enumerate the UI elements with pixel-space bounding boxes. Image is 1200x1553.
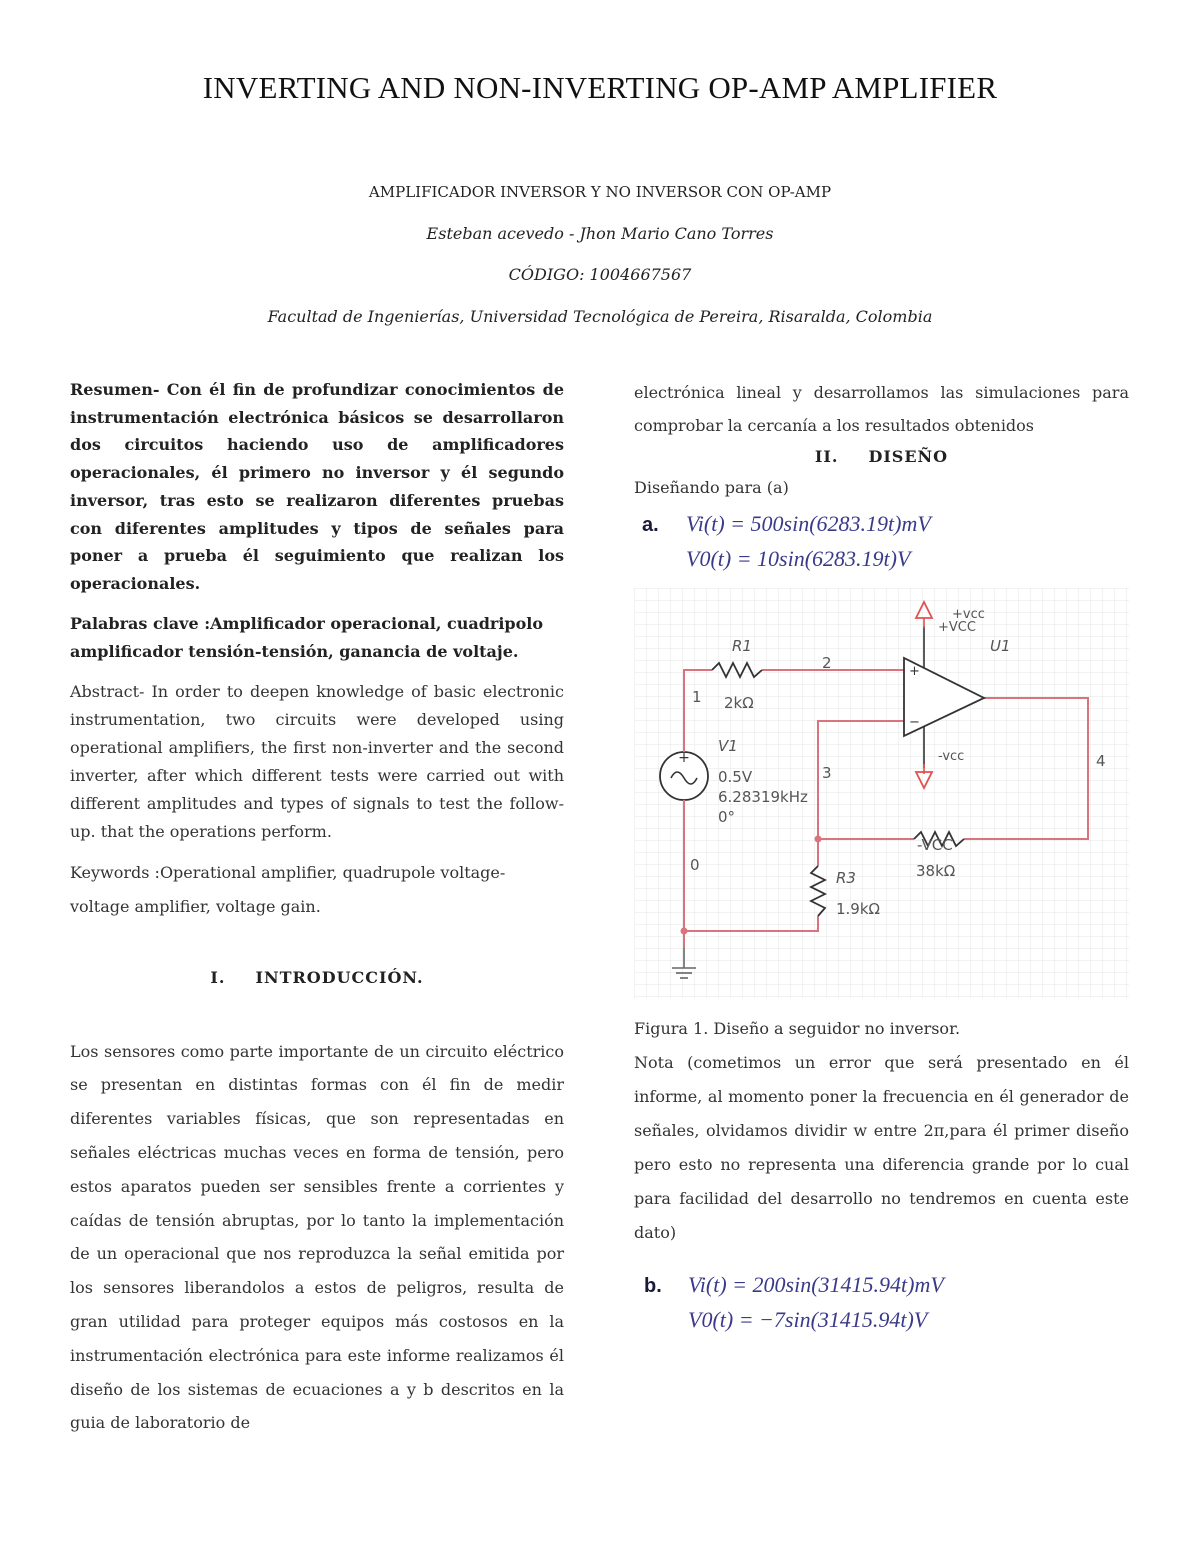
v1-name: V1	[718, 737, 738, 755]
junction-dot	[815, 836, 822, 843]
v1-frequency: 6.28319kHz	[718, 788, 808, 806]
svg-text:+: +	[678, 750, 690, 766]
section-heading-diseno	[634, 447, 1129, 466]
circuit-figure	[634, 588, 1129, 998]
paper-title: INVERTING AND NON-INVERTING OP-AMP AMPLIFIER	[202, 70, 998, 105]
opamp-minus: −	[909, 715, 920, 730]
affiliation: Facultad de Ingenierías, Universidad Tecnológica de Pereira, Risaralda, Colombia	[267, 307, 933, 326]
equation-line: V0(t) = 10sin(6283.19t)V	[686, 546, 911, 571]
continuation-paragraph: electrónica lineal y desarrollamos las simulaciones para comprobar la cercanía a los resultados obtenidos	[634, 383, 1129, 435]
r3-value: 1.9kΩ	[836, 900, 881, 918]
grid-background	[634, 588, 1129, 998]
equation-a	[642, 507, 1129, 576]
node-2: 2	[822, 654, 832, 672]
paper-subtitle: AMPLIFICADOR INVERSOR Y NO INVERSOR CON OP-AMP	[368, 183, 832, 201]
authors: Esteban acevedo - Jhon Mario Cano Torres	[426, 224, 774, 243]
abstract-paragraph: Abstract- In order to deepen knowledge of basic electronic instrumentation, two circuits were developed using operational amplifiers, the first non-inverter and the second inverter, after which different tests were carried out with different amplitudes and types of signals to test the follow-up. that the operations perform.	[70, 681, 564, 841]
node-1: 1	[692, 688, 702, 706]
r3-name: R3	[836, 869, 856, 887]
u1-name: U1	[990, 637, 1011, 655]
node-3: 3	[822, 764, 832, 782]
opamp-plus: +	[909, 664, 920, 679]
vcc-label-2: +VCC	[938, 620, 976, 635]
vcc-label-1: +vcc	[952, 607, 985, 622]
v1-amplitude: 0.5V	[718, 768, 753, 786]
node-0: 0	[690, 856, 700, 874]
r2-overlap-label: -VCC	[917, 836, 953, 854]
equation-label: a.	[642, 514, 659, 536]
equation-line: Vi(t) = 200sin(31415.94t)mV	[688, 1272, 944, 1297]
design-for-text: Diseñando para (a)	[634, 478, 789, 497]
node-4: 4	[1096, 752, 1106, 770]
right-column	[634, 376, 1129, 1337]
intro-paragraph: Los sensores como parte importante de un circuito eléctrico se presentan en distintas formas con él fin de medir diferentes variables físicas, que son representadas en señales eléctricas muchas veces en forma de tensión, pero estos aparatos pueden ser sensibles frente a corrientes y caídas de tensión abruptas, por lo tanto la implementación de un operacional que nos reproduzca la señal emitida por los sensores liberandolos a estos de peligros, resulta de gran utilidad para proteger equipos más costosos en la instrumentación electrónica para este informe realizamos él diseño de los sistemas de ecuaciones a y b descritos en la guia de laboratorio de	[70, 1041, 564, 1433]
section-number: I.	[210, 967, 226, 987]
section-number: II.	[814, 447, 839, 466]
equation-line: Vi(t) = 500sin(6283.19t)mV	[686, 511, 931, 536]
left-column	[70, 376, 564, 1440]
palabras-clave: Palabras clave :Amplificador operacional, cuadripolo amplificador tensión-tensión, ganancia de voltaje.	[70, 613, 543, 661]
vcc-negative-label: -vcc	[938, 749, 965, 764]
junction-dot	[681, 928, 688, 935]
section-heading-introduccion	[70, 968, 564, 987]
equation-b	[644, 1268, 1129, 1337]
section-title: INTRODUCCIÓN.	[255, 967, 424, 987]
section-title: DISEÑO	[868, 447, 949, 466]
equation-label: b.	[644, 1275, 662, 1297]
student-code: CÓDIGO: 1004667567	[508, 265, 692, 284]
v1-phase: 0°	[718, 808, 736, 826]
figure-caption: Figura 1. Diseño a seguidor no inversor.	[634, 1019, 961, 1038]
equation-line: V0(t) = −7sin(31415.94t)V	[688, 1307, 928, 1332]
keywords: Keywords :Operational amplifier, quadrupole voltage-voltage amplifier, voltage gain.	[70, 862, 506, 916]
schematic-svg	[634, 588, 1129, 998]
r1-name: R1	[732, 637, 752, 655]
r1-value: 2kΩ	[724, 694, 754, 712]
resumen-paragraph: Resumen- Con él fin de profundizar conocimientos de instrumentación electrónica básicos se desarrollaron dos circuitos haciendo uso de amplificadores operacionales, él primero no inversor y él segundo inversor, tras esto se realizaron diferentes pruebas con diferentes amplitudes y tipos de señales para poner a prueba él seguimiento que realizan los operacionales.	[70, 380, 564, 593]
r2-value: 38kΩ	[916, 862, 956, 880]
nota-paragraph: Nota (cometimos un error que será presentado en él informe, al momento poner la frecuencia en él generador de señales, olvidamos dividir w entre 2π,para él primer diseño pero esto no representa una diferencia grande por lo cual para facilidad del desarrollo no tendremos en cuenta este dato)	[634, 1053, 1129, 1242]
